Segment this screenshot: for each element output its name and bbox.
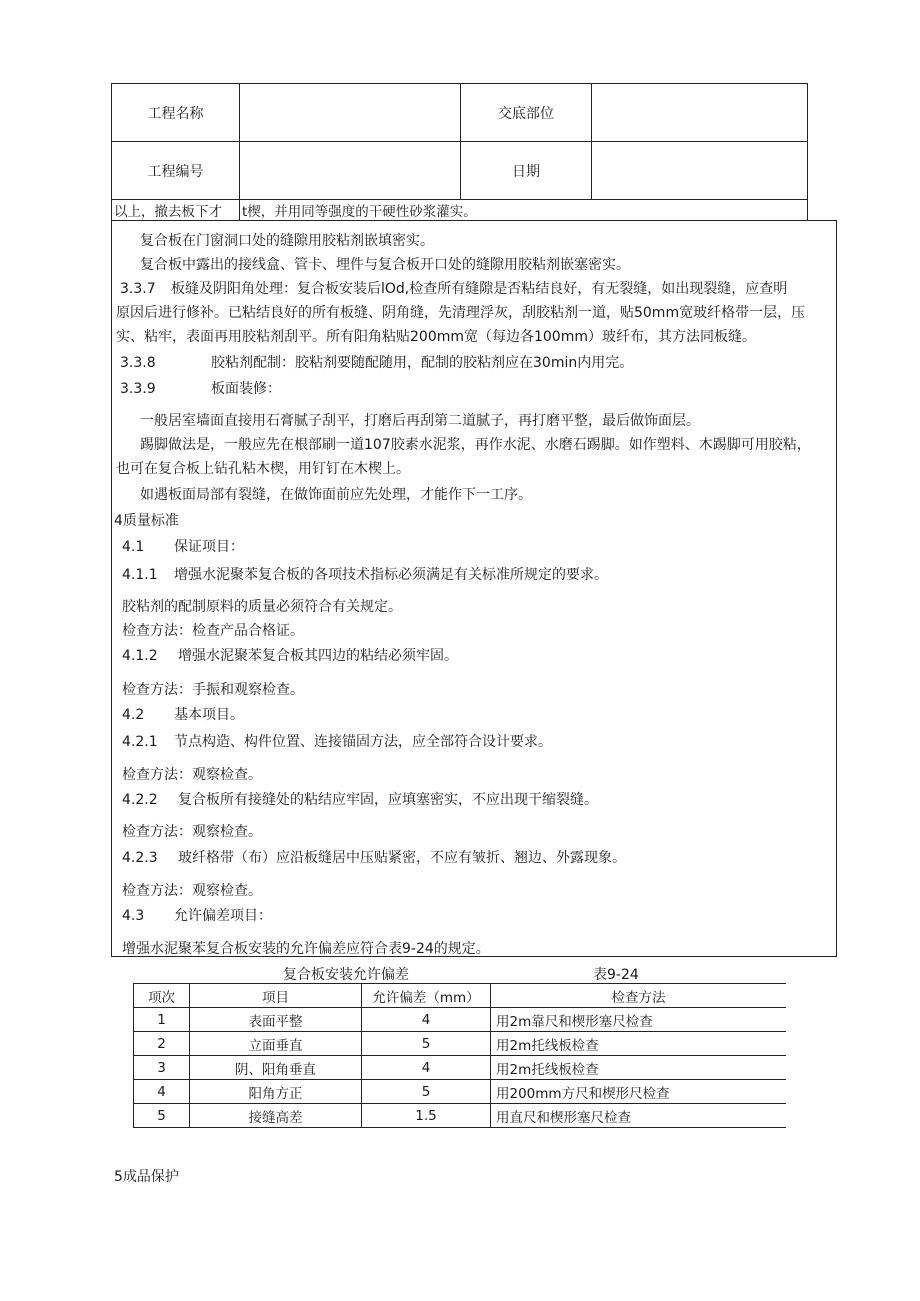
- table-row: [134, 1032, 787, 1056]
- row-no: 3: [134, 1056, 190, 1080]
- project-no-value: [240, 142, 461, 200]
- section-number: 3.3.8: [120, 355, 156, 371]
- section-4-2-2: [122, 789, 598, 809]
- paragraph-cont: 也可在复合板上钻孔粘木楔，用钉钉在木楔上。: [116, 461, 410, 477]
- section-4-3: [122, 905, 272, 925]
- check-method: 检查方法：手振和观察检查。: [122, 682, 304, 698]
- row-tolerance: 4: [362, 1008, 491, 1032]
- section-4-1-1: [122, 564, 608, 584]
- paragraph: 一般居室墙面直接用石膏腻子刮平，打磨后再刮第二道腻子，再打磨平整，最后做饰面层。: [140, 413, 700, 429]
- paragraph-cont: 原因后进行修补。已粘结良好的所有板缝、阴角缝，先清理浮灰，刮胶粘剂一道，贴50mm宽玻纤格带一层，压: [116, 305, 806, 321]
- section-number: 4.1.1: [122, 567, 158, 583]
- section-4-2: [122, 704, 244, 724]
- col-header: 允许偏差（mm）: [362, 984, 491, 1008]
- col-header: 项次: [134, 984, 190, 1008]
- row-item: 阴、阳角垂直: [190, 1056, 362, 1080]
- table-header-row: [134, 984, 787, 1008]
- paragraph: 如遇板面局部有裂缝，在做饰面前应先处理，才能作下一工序。: [140, 487, 532, 503]
- row-no: 4: [134, 1080, 190, 1104]
- section-4-1: [122, 536, 244, 556]
- row-no: 2: [134, 1032, 190, 1056]
- section-text: 复合板所有接缝处的粘结应牢固，应填塞密实，不应出现干缩裂缝。: [178, 792, 598, 808]
- continuation-left: 以上，撤去板下才: [112, 200, 240, 221]
- section-number: 4.3: [122, 908, 145, 924]
- row-tolerance: 4: [362, 1056, 491, 1080]
- section-text: 板面装修：: [211, 381, 281, 397]
- paragraph: 复合板中露出的接线盒、管卡、埋件与复合板开口处的缝隙用胶粘剂嵌塞密实。: [140, 257, 630, 273]
- section-number: 4.2: [122, 707, 145, 723]
- date-label: 日期: [461, 142, 592, 200]
- section-text: 增强水泥聚苯复合板的各项技术指标必须满足有关标准所规定的要求。: [174, 567, 608, 583]
- section-number: 4.2.2: [122, 792, 158, 808]
- col-header: 项目: [190, 984, 362, 1008]
- table-row: [134, 1080, 787, 1104]
- paragraph: 复合板在门窗洞口处的缝隙用胶粘剂嵌填密实。: [140, 233, 434, 249]
- paragraph: 踢脚做法是，一般应先在根部刷一道107胶素水泥浆，再作水泥、水磨石踢脚。如作塑料、木踢脚可用胶粘，: [140, 437, 811, 453]
- row-method: 用2m托线板检查: [491, 1056, 787, 1080]
- check-method: 检查方法：观察检查。: [122, 824, 262, 840]
- project-name-label: 工程名称: [112, 84, 240, 142]
- row-item: 接缝高差: [190, 1104, 362, 1128]
- paragraph: 胶粘剂的配制原料的质量必须符合有关规定。: [122, 599, 402, 615]
- row-method: 用2m托线板检查: [491, 1032, 787, 1056]
- row-no: 5: [134, 1104, 190, 1128]
- heading-section-5: 5成品保护: [114, 1169, 179, 1185]
- section-number: 4.1: [122, 539, 145, 555]
- handover-part-label: 交底部位: [461, 84, 592, 142]
- section-text: 胶粘剂配制：胶粘剂要随配随用，配制的胶粘剂应在30min内用完。: [211, 355, 634, 371]
- row-method: 用2m靠尺和楔形塞尺检查: [491, 1008, 787, 1032]
- row-tolerance: 1.5: [362, 1104, 491, 1128]
- section-number: 4.2.1: [122, 734, 158, 750]
- paragraph: 增强水泥聚苯复合板安装的允许偏差应符合表9-24的规定。: [122, 941, 490, 957]
- row-method: 用直尺和楔形塞尺检查: [491, 1104, 787, 1128]
- section-text: 板缝及阴阳角处理：复合板安装后lOd,检查所有缝隙是否粘结良好，有无裂缝，如出现裂缝，应查明: [171, 281, 788, 297]
- section-text: 允许偏差项目：: [174, 908, 272, 924]
- row-method: 用200mm方尺和楔形尺检查: [491, 1080, 787, 1104]
- table-row: [134, 1104, 787, 1128]
- section-number: 3.3.9: [120, 381, 156, 397]
- continuation-right: t楔，并用同等强度的干硬性砂浆灌实。: [240, 200, 808, 221]
- section-text: 节点构造、构件位置、连接锚固方法，应全部符合设计要求。: [174, 734, 552, 750]
- heading-section-4: 4质量标准: [114, 513, 179, 529]
- header-table: [111, 83, 808, 221]
- section-text: 增强水泥聚苯复合板其四边的粘结必须牢固。: [178, 648, 458, 664]
- row-tolerance: 5: [362, 1032, 491, 1056]
- row-no: 1: [134, 1008, 190, 1032]
- project-no-label: 工程编号: [112, 142, 240, 200]
- table-caption: 复合板安装允许偏差: [283, 967, 409, 983]
- section-4-1-2: [122, 645, 458, 665]
- check-method: 检查方法：检查产品合格证。: [122, 623, 304, 639]
- section-number: 3.3.7: [120, 281, 156, 297]
- tolerance-table: [133, 983, 786, 1128]
- check-method: 检查方法：观察检查。: [122, 767, 262, 783]
- col-header: 检查方法: [491, 984, 787, 1008]
- table-row: [134, 1056, 787, 1080]
- section-3-3-9: [120, 378, 281, 398]
- section-number: 4.1.2: [122, 648, 158, 664]
- paragraph-cont: 实、粘牢，表面再用胶粘剂刮平。所有阳角粘贴200mm宽（每边各100mm）玻纤布，其方法同板缝。: [116, 329, 756, 345]
- row-item: 表面平整: [190, 1008, 362, 1032]
- project-name-value: [240, 84, 461, 142]
- section-text: 基本项目。: [174, 707, 244, 723]
- handover-part-value: [592, 84, 808, 142]
- date-value: [592, 142, 808, 200]
- section-4-2-1: [122, 731, 552, 751]
- section-3-3-8: [120, 352, 633, 372]
- section-3-3-7: [120, 278, 787, 298]
- section-4-2-3: [122, 847, 626, 867]
- section-text: 玻纤格带（布）应沿板缝居中压贴紧密，不应有皱折、翘边、外露现象。: [178, 850, 626, 866]
- table-number: 表9-24: [593, 967, 639, 983]
- row-item: 阳角方正: [190, 1080, 362, 1104]
- row-tolerance: 5: [362, 1080, 491, 1104]
- row-item: 立面垂直: [190, 1032, 362, 1056]
- section-number: 4.2.3: [122, 850, 158, 866]
- table-row: [134, 1008, 787, 1032]
- section-text: 保证项目：: [174, 539, 244, 555]
- check-method: 检查方法：观察检查。: [122, 883, 262, 899]
